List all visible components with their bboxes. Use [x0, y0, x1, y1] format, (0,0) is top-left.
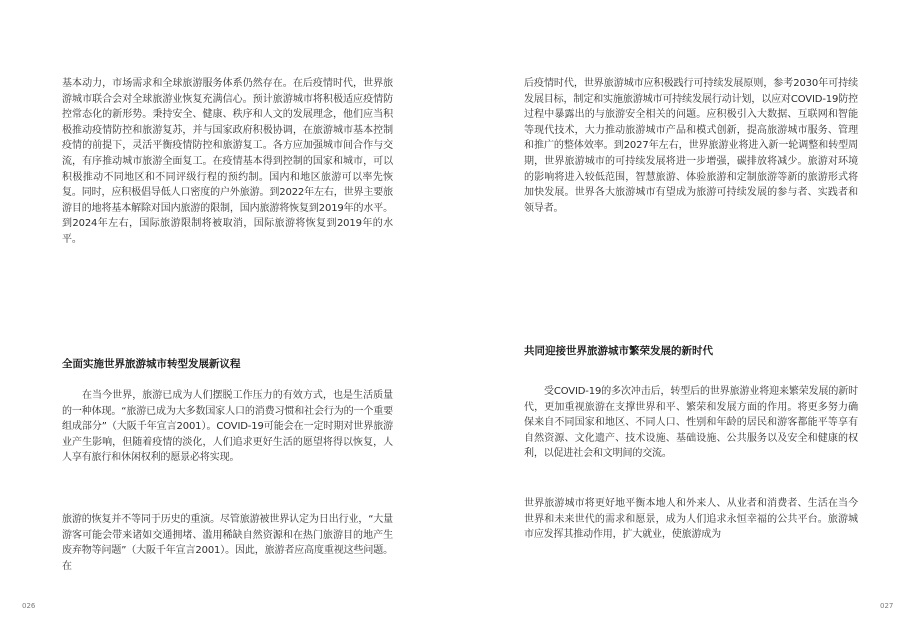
left-section-heading: 全面实施世界旅游城市转型发展新议程: [62, 358, 241, 370]
right-paragraph-3: 世界旅游城市将更好地平衡本地人和外来人、从业者和消费者、生活在当今世界和未来世代的需求和愿景，成为人们追求永恒幸福的公共平台。旅游城市应发挥其推动作用，扩大就业，使旅游成为: [524, 498, 858, 541]
left-page-number: 026: [22, 602, 36, 610]
right-page-number: 027: [880, 602, 894, 610]
left-paragraph-3: 旅游的恢复并不等同于历史的重演。尽管旅游被世界认定为日出行业，“大量游客可能会带来诸如交通拥堵、滥用稀缺自然资源和在热门旅游目的地产生废弃物等问题”（大阪千年宣言2001）。因此，旅游者应高度重视这些问题。在: [62, 514, 393, 572]
left-paragraph-1: 基本动力，市场需求和全球旅游服务体系仍然存在。在后疫情时代，世界旅游城市联合会对全球旅游业恢复充满信心。预计旅游城市将积极适应疫情防控常态化的新形势。秉持安全、健康、秩序和人文的发展理念，他们应当积极推动疫情防控和旅游复苏，并与国家政府积极协调，在旅游城市基本控制疫情的前提下，灵活平衡疫情防控和旅游复工。各方应加强城市间合作与交流，有序推动城市旅游全面复工。在疫情基本得到控制的国家和城市，可以积极推动不同地区和不同评级行程的预约制。国内和地区旅游可以率先恢复。同时，应积极倡导低人口密度的户外旅游。到2022年左右，世界主要旅游目的地将基本解除对国内旅游的限制，国内旅游将恢复到2019年的水平。到2024年左右，国际旅游限制将被取消，国际旅游将恢复到2019年的水平。: [62, 78, 393, 245]
right-paragraph-1: 后疫情时代，世界旅游城市应积极践行可持续发展原则，参考2030年可持续发展目标，制定和实施旅游城市可持续发展行动计划，以应对COVID-19防控过程中暴露出的与旅游安全相关的问题。应积极引入大数据、互联网和智能等现代技术，大力推动旅游城市产品和模式创新，提高旅游城市服务、管理和推广的整体效率。到2027年左右，世界旅游业将进入新一轮调整和转型周期，世界旅游城市的可持续发展将进一步增强，碳排放将减少。旅游对环境的影响将进入较低范围，智慧旅游、体验旅游和定制旅游等新的旅游形式将加快发展。世界各大旅游城市有望成为旅游可持续发展的参与者、实践者和领导者。: [524, 78, 858, 214]
right-paragraph-2: 受COVID-19的多次冲击后，转型后的世界旅游业将迎来繁荣发展的新时代，更加重视旅游在支撑世界和平、繁荣和发展方面的作用。将更多努力确保来自不同国家和地区、不同人口、性别和年龄的居民和游客都能平等享有自然资源、文化遗产、技术设施、基础设施、公共服务以及安全和健康的权利，以促进社会和文明间的交流。: [524, 386, 858, 460]
left-paragraph-2: 在当今世界，旅游已成为人们摆脱工作压力的有效方式，也是生活质量的一种体现。“旅游已成为大多数国家人口的消费习惯和社会行为的一个重要组成部分”（大阪千年宣言2001）。COVID-19可能会在一定时期对世界旅游业产生影响，但随着疫情的淡化，人们追求更好生活的愿望将得以恢复，人人享有旅行和休闲权利的愿景必将实现。: [62, 390, 393, 464]
right-section-heading: 共同迎接世界旅游城市繁荣发展的新时代: [524, 345, 713, 357]
